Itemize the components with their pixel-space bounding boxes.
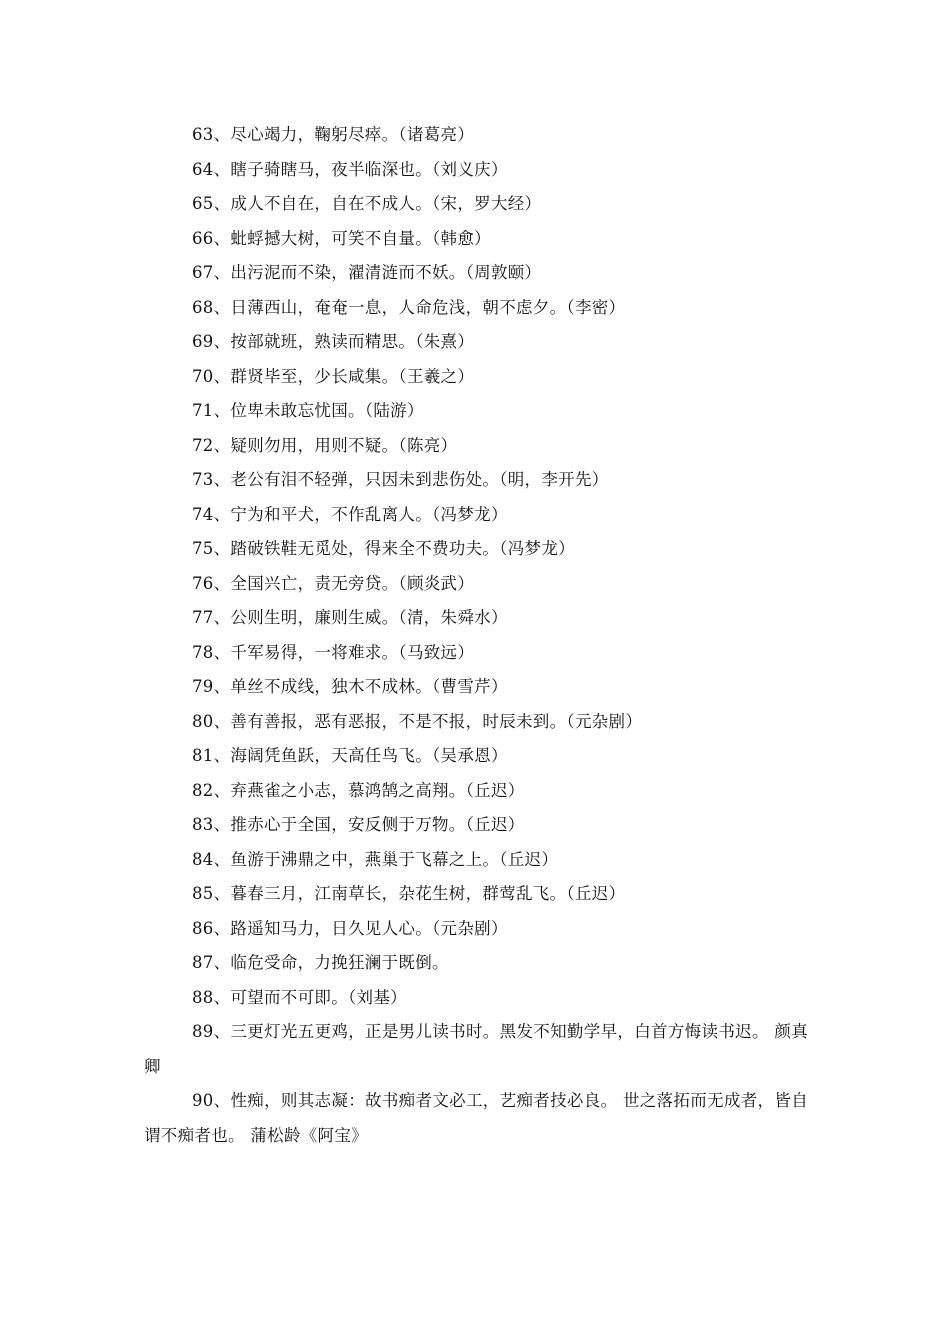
quote-63: 63、尽心竭力，鞠躬尽瘁。（诸葛亮） — [192, 125, 475, 144]
quote-81: 81、海阔凭鱼跃，天高任鸟飞。（吴承恩） — [192, 746, 508, 765]
quote-68: 68、日薄西山，奄奄一息，人命危浅，朝不虑夕。（李密） — [192, 297, 626, 317]
quote-79: 79、单丝不成线，独木不成林。（曹雪芹） — [192, 677, 508, 696]
quote-64: 64、瞎子骑瞎马，夜半临深也。（刘义庆） — [192, 159, 508, 179]
quote-65: 65、成人不自在，自在不成人。（宋，罗大经） — [192, 194, 542, 213]
quote-87: 87、临危受命，力挽狂澜于既倒。 — [192, 953, 449, 972]
quote-73: 73、老公有泪不轻弹，只因未到悲伤处。（明，李开先） — [192, 470, 609, 489]
quote-84: 84、鱼游于沸鼎之中，燕巢于飞幕之上。（丘迟） — [192, 849, 559, 869]
quote-69: 69、按部就班，熟读而精思。（朱熹） — [192, 332, 475, 351]
quote-80: 80、善有善报，恶有恶报，不是不报，时辰未到。（元杂剧） — [192, 711, 643, 731]
quote-67: 67、出污泥而不染，濯清涟而不妖。（周敦颐） — [192, 263, 542, 282]
quote-77: 77、公则生明，廉则生威。（清，朱舜水） — [192, 608, 508, 627]
quote-85: 85、暮春三月，江南草长，杂花生树，群莺乱飞。（丘迟） — [192, 884, 626, 903]
quote-72: 72、疑则勿用，用则不疑。（陈亮） — [192, 435, 458, 455]
quote-83: 83、推赤心于全国，安反侧于万物。（丘迟） — [192, 815, 525, 834]
quote-76: 76、全国兴亡，责无旁贷。（顾炎武） — [192, 573, 475, 593]
quote-66: 66、蚍蜉撼大树，可笑不自量。（韩愈） — [192, 228, 491, 248]
quote-71: 71、位卑未敢忘忧国。（陆游） — [192, 401, 424, 420]
quote-78: 78、千军易得，一将难求。（马致远） — [192, 642, 475, 662]
quote-75: 75、踏破铁鞋无觅处，得来全不费功夫。（冯梦龙） — [192, 539, 575, 558]
quote-74: 74、宁为和平犬，不作乱离人。（冯梦龙） — [192, 504, 508, 524]
quote-89: 89、三更灯光五更鸡，正是男儿读书时。黑发不知勤学早，白首方悔读书迟。 颜真卿 — [144, 1022, 808, 1076]
quote-88: 88、可望而不可即。（刘基） — [192, 987, 407, 1007]
quote-70: 70、群贤毕至，少长咸集。（王羲之） — [192, 366, 475, 386]
quote-list — [144, 118, 808, 1153]
quote-82: 82、弃燕雀之小志，慕鸿鹄之高翔。（丘迟） — [192, 780, 525, 800]
quote-90: 90、性痴，则其志凝：故书痴者文必工，艺痴者技必良。 世之落拓而无成者，皆自谓不痴者也。 蒲松龄《阿宝》 — [144, 1091, 808, 1145]
quote-86: 86、路遥知马力，日久见人心。（元杂剧） — [192, 918, 508, 938]
